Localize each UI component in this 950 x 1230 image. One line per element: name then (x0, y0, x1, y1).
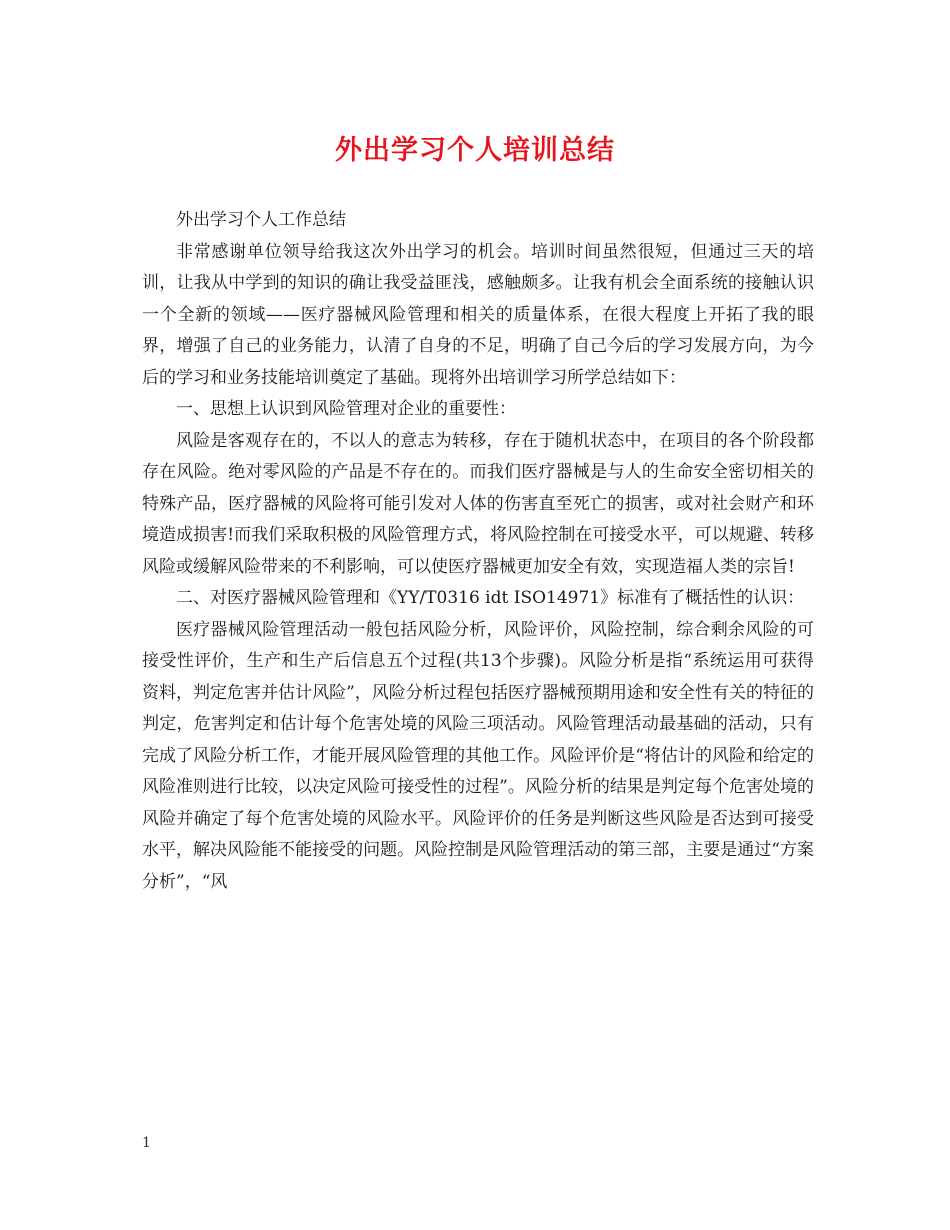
paragraph-section-1-heading: 一、思想上认识到风险管理对企业的重要性： (176, 399, 516, 419)
paragraph-subtitle: 外出学习个人工作总结 (176, 210, 346, 230)
page-number: 1 (142, 1135, 151, 1151)
paragraph-section-2-heading: 二、对医疗器械风险管理和《YY/T0316 idt ISO14971》标准有了概括性的认识： (176, 588, 805, 608)
paragraph-section-1-body: 风险是客观存在的，不以人的意志为转移，存在于随机状态中，在项目的各个阶段都存在风险。绝对零风险的产品是不存在的。而我们医疗器械是与人的生命安全密切相关的特殊产品，医疗器械的风险将可能引发对人体的伤害直至死亡的损害，或对社会财产和环境造成损害!而我们采取积极的风险管理方式，将风险控制在可接受水平，可以规避、转移风险或缓解风险带来的不利影响，可以使医疗器械更加安全有效，实现造福人类的宗旨! (142, 430, 814, 577)
document-title: 外出学习个人培训总结 (335, 135, 615, 166)
document-body (142, 205, 814, 898)
paragraph-section-2-body: 医疗器械风险管理活动一般包括风险分析，风险评价，风险控制，综合剩余风险的可接受性评价，生产和生产后信息五个过程(共13个步骤)。风险分析是指“系统运用可获得资料，判定危害并估计风险”，风险分析过程包括医疗器械预期用途和安全性有关的特征的判定，危害判定和估计每个危害处境的风险三项活动。风险管理活动最基础的活动，只有完成了风险分析工作，才能开展风险管理的其他工作。风险评价是“将估计的风险和给定的风险准则进行比较，以决定风险可接受性的过程”。风险分析的结果是判定每个危害处境的风险并确定了每个危害处境的风险水平。风险评价的任务是判断这些风险是否达到可接受水平，解决风险能不能接受的问题。风险控制是风险管理活动的第三部，主要是通过“方案分析”，“风 (142, 619, 814, 892)
paragraph-intro: 非常感谢单位领导给我这次外出学习的机会。培训时间虽然很短，但通过三天的培训，让我从中学到的知识的确让我受益匪浅，感触颇多。让我有机会全面系统的接触认识一个全新的领域——医疗器械风险管理和相关的质量体系，在很大程度上开拓了我的眼界，增强了自己的业务能力，认清了自身的不足，明确了自己今后的学习发展方向，为今后的学习和业务技能培训奠定了基础。现将外出培训学习所学总结如下： (142, 241, 814, 388)
